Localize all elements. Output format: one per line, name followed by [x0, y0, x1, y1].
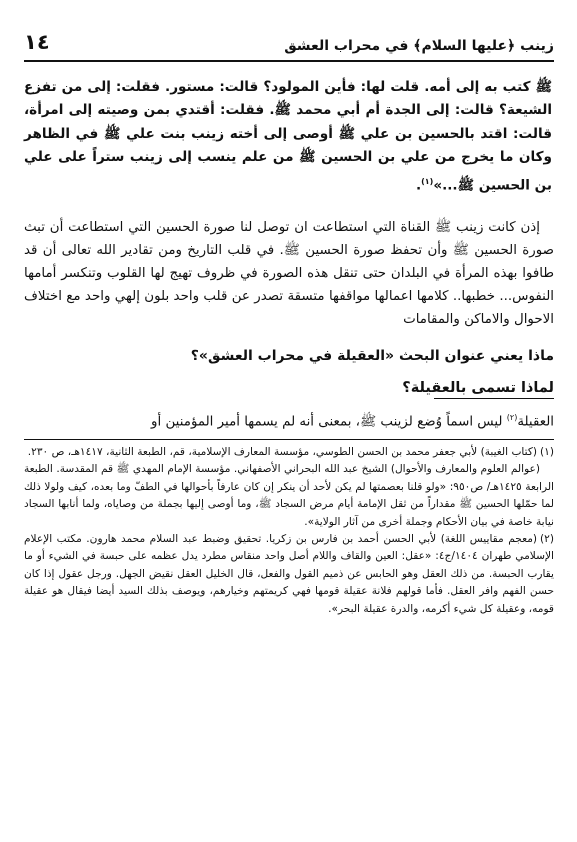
- body-paragraph: إذن كانت زينب ﷺ القناة التي استطاعت ان توصل لنا صورة الحسين التي استطاعت أن تبث صورة الحسين ﷺ وأن تحفظ صورة الحسين ﷺ. في قلب التاريخ ومن تقادير الله تعالى أن قد طافوا بهذه المرأة في البلدان حتى تنقل هذه الصورة في ظروف تهيج لها القلوب وتنكسر أمامها النفوس... خطبها.. كلامها اعمالها مواقفها متسقة تصدر عن قلب واحد بلون إلهي واحد مع اختلاف الاحوال والاماكن والمقامات: [24, 219, 554, 328]
- page-number: ١٤: [24, 30, 50, 54]
- footnote-2-text: (معجم مقاييس اللغة) لأبي الحسن أحمد بن فارس بن زكريا. تحقيق وضبط عبد السلام محمد هارون. مكتب الإعلام الإسلامي طهران ١٤٠٤/ج٤: «عقل: العين والقاف واللام أصل واحد منقاس مطرد يدل عظمه على حبسة في الشيء أو ما يقارب الحبسة. من ذلك العقل وهو الحابس عن ذميم القول والفعل، قال الخليل العقل نقيض الجهل. ورجل عقول إذا كان حسن الفهم وافر العقل. فأما قولهم فلانة عقيلة قومها فهي كريمتهم وخيارهم، ويوصف بذلك السيد أيضا فيقال هو عقيلة قومه، وعقيلة كل شيء أكرمه، والدرة عقيلة البحر».: [24, 533, 554, 615]
- body-line-start: العقيلة: [517, 414, 554, 430]
- footnote-1-number: (١): [540, 446, 554, 459]
- section-heading: ماذا يعني عنوان البحث «العقيلة في محراب العشق»؟: [190, 347, 554, 364]
- footnote-2-number: (٢): [540, 533, 554, 546]
- footnote-separator: [24, 439, 554, 440]
- footnote-1-continuation: (عوالم العلوم والمعارف والأحوال) الشيخ عبد الله البحراني الأصفهاني. مؤسسة الإمام المهدي ﷺ قم المقدسة. الطبعة الرابعة ١٤٢٥هـ/ ص٩٥٠: «ولو قلنا بعصمتها لم يكن لأحد أن ينكر إن كان عارفاً بأحوالها في الطفّ وما بعده، كيف ولولا ذلك لما حمّلها الحسين ﷺ مقداراً من ثقل الإمامة أيام مرض السجاد ﷺ، وما أوصى إليها بجملة من وصاياه، ولما أنابها السجاد نيابة خاصة في بيان الأحكام وجملة أخرى من آثار الولاية».: [24, 463, 554, 528]
- running-title: زينب ﴿عليها السلام﴾ في محراب العشق: [284, 38, 554, 54]
- subheading-underline: [434, 398, 554, 399]
- quote-text: ﷺ كتب به إلى أمه. قلت لها: فأين المولود؟ قالت: مستور. فقلت: إلى من تفزع الشيعة؟ قالت: إلى الجدة أم أبي محمد ﷺ. فقلت: أقتدي بمن وصيته إلى امرأة، قالت: اقتد بالحسين بن علي ﷺ أوصى إلى أخته زينب بنت علي ﷺ في الظاهر وكان ما يخرج من علي بن الحسين ﷺ من علم ينسب إلى زينب ستراً على علي بن الحسين ﷺ...»: [24, 79, 552, 194]
- footnote-1: [24, 444, 554, 461]
- body-line: [24, 407, 554, 433]
- body-line-rest: ليس اسماً وُضع لزينب ﷺ، بمعنى أنه لم يسمها أمير المؤمنين أو: [151, 414, 507, 430]
- quote-paragraph: ﷺ كتب به إلى أمه. قلت لها: فأين المولود؟ قالت: مستور. فقلت: إلى من تفزع الشيعة؟ قالت: إلى الجدة أم أبي محمد ﷺ. فقلت: أقتدي بمن وصيته إلى امرأة، قالت: اقتد بالحسين بن علي ﷺ أوصى إلى أخته زينب بنت علي ﷺ في الظاهر وكان ما يخرج من علي بن الحسين ﷺ من علم ينسب إلى زينب ستراً على علي بن الحسين ﷺ...»$^{(١)}$.: [24, 79, 552, 194]
- page-header: [24, 26, 554, 54]
- footnote-ref-1: (١): [421, 176, 434, 186]
- header-rule: [24, 60, 554, 62]
- subheading: لماذا تسمى بالعقيلة؟: [402, 379, 554, 396]
- footnote-ref-2: (٢): [506, 412, 518, 422]
- footnote-1-text: (كتاب الغيبة) لأبي جعفر محمد بن الحسن الطوسي، مؤسسة المعارف الإسلامية، قم، الطبعة الثانية، ١٤١٧هـ، ص ٢٣٠.: [27, 446, 538, 459]
- footnotes: [24, 444, 554, 618]
- footnote-2: [24, 531, 554, 618]
- book-page: [24, 26, 554, 618]
